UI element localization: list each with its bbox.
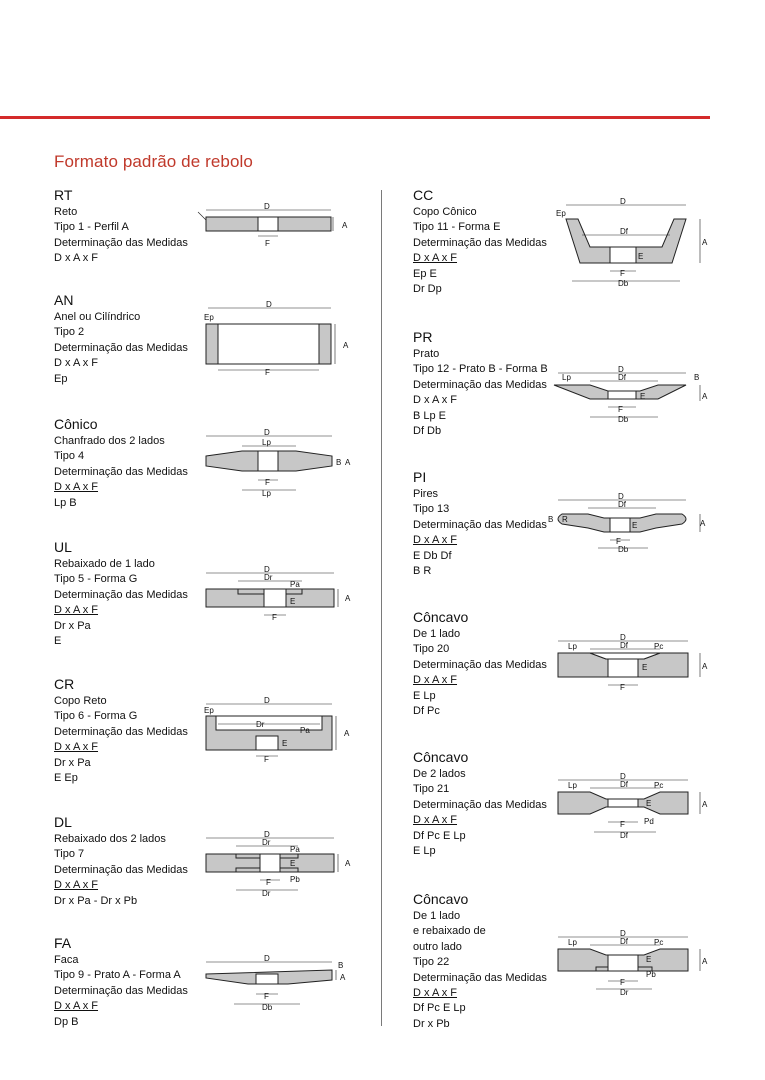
dim-label-a: A (345, 859, 351, 868)
wheel-code: AN (54, 292, 74, 308)
spec-line: B Lp E (413, 409, 447, 422)
dim-label-f: F (272, 613, 277, 622)
dim-label-e: E (646, 799, 652, 808)
dim-label-f: F (620, 269, 625, 278)
dim-label-f: F (620, 978, 625, 987)
dim-label-d: D (266, 300, 272, 309)
spec-line: Tipo 7 (54, 848, 85, 861)
spec-line: Determinação das Medidas (413, 798, 547, 811)
spec-line: E Db Df (413, 549, 452, 562)
spec-line: Determinação das Medidas (413, 658, 547, 671)
spec-line: Tipo 22 (413, 956, 450, 969)
wheel-code: RT (54, 187, 73, 203)
spec-line: Determinação das Medidas (413, 518, 547, 531)
spec-line: Determinação das Medidas (413, 236, 547, 249)
spec-line: Tipo 11 - Forma E (413, 221, 501, 234)
dim-label-db: Db (618, 415, 629, 424)
dim-label-pc: Pc (654, 781, 664, 790)
dim-label-f: F (618, 405, 623, 414)
spec-line: Rebaixado dos 2 lados (54, 833, 166, 845)
spec-line: D x A x F (54, 481, 99, 494)
spec-line: Reto (54, 206, 78, 218)
dim-label-dr: Dr (262, 838, 271, 847)
dim-label-a: A (702, 662, 708, 671)
dim-label-d: D (264, 954, 270, 963)
wheel-code: Cônico (54, 416, 98, 432)
dim-label-df: Df (620, 937, 628, 946)
dim-label-ep: Ep (204, 706, 214, 715)
wheel-code: PI (413, 469, 427, 485)
conico-diagram (198, 428, 358, 498)
spec-line: E Lp (413, 845, 436, 858)
spec-line: D x A x F (54, 604, 99, 617)
spec-line: Dr x Pa (54, 756, 91, 769)
wheel-code: CR (54, 676, 75, 692)
wheel-type-pr (413, 329, 573, 439)
dim-label-e: E (638, 252, 644, 261)
spec-line: Faca (54, 954, 79, 966)
dl-diagram (198, 830, 358, 900)
wheel-type-conico (54, 416, 214, 511)
spec-line: Prato (413, 348, 440, 360)
spec-line: Rebaixado de 1 lado (54, 558, 155, 570)
header-rule (0, 116, 710, 119)
spec-line: De 1 lado (413, 910, 461, 922)
spec-line: Df Pc E Lp (413, 829, 466, 842)
spec-line: Determinação das Medidas (54, 236, 188, 249)
wheel-code: Côncavo (413, 609, 469, 625)
dim-label-e: E (632, 521, 638, 530)
spec-line: E Lp (413, 689, 436, 702)
dim-label-f: F (265, 239, 270, 248)
spec-line: Copo Cônico (413, 206, 477, 218)
dim-label-f: F (620, 683, 625, 692)
dim-label-lp: Lp (568, 938, 577, 947)
wheel-type-cc (413, 187, 573, 297)
dim-label-b: B (548, 515, 554, 524)
wheel-code: PR (413, 329, 433, 345)
spec-line: B R (413, 565, 432, 578)
spec-line: Tipo 21 (413, 783, 450, 796)
spec-line: Tipo 6 - Forma G (54, 710, 138, 723)
dim-label-ep: Ep (556, 209, 566, 218)
dim-label-f: F (266, 878, 271, 887)
spec-line: D x A x F (413, 394, 458, 407)
spec-line: D x A x F (54, 252, 99, 265)
dim-label-d: D (620, 633, 626, 642)
wheel-code: CC (413, 187, 434, 203)
dim-label-d: D (264, 202, 270, 211)
spec-line: Chanfrado dos 2 lados (54, 435, 165, 447)
dim-label-db: Db (262, 1003, 273, 1012)
dim-label-d: D (264, 428, 270, 437)
dim-label-ep: Ep (204, 313, 214, 322)
spec-line: Determinação das Medidas (54, 863, 188, 876)
wheel-type-concavo-3 (413, 891, 573, 1032)
spec-line: Copo Reto (54, 695, 107, 707)
spec-line: De 2 lados (413, 768, 466, 780)
dim-label-e: E (642, 663, 648, 672)
dim-label-d: D (618, 365, 624, 374)
spec-line: D x A x F (413, 252, 458, 265)
dim-label-pd: Pd (644, 817, 654, 826)
spec-line: Anel ou Cilíndrico (54, 311, 141, 323)
dim-label-df: Df (620, 227, 628, 236)
spec-line: D x A x F (54, 1000, 99, 1013)
dim-label-a: A (702, 800, 708, 809)
wheel-type-cr (54, 676, 214, 786)
dim-label-a: A (700, 519, 706, 528)
wheel-type-concavo-2 (413, 749, 573, 859)
dim-label-a: A (702, 957, 708, 966)
dim-label-b: B (336, 458, 342, 467)
dim-label-lp: Lp (568, 642, 577, 651)
dim-label-b: B (338, 961, 344, 970)
spec-line: outro lado (413, 940, 462, 953)
spec-line: D x A x F (413, 534, 458, 547)
spec-line: D x A x F (413, 814, 458, 827)
wheel-type-dl (54, 814, 214, 909)
dim-label-e: E (282, 739, 288, 748)
wheel-type-fa (54, 935, 214, 1030)
cr-diagram (198, 696, 358, 766)
concavo-2-diagram (550, 772, 720, 840)
dim-label-lp: Lp (262, 438, 271, 447)
dim-label-lp: Lp (568, 781, 577, 790)
dim-label-d: D (618, 492, 624, 501)
spec-line: Tipo 5 - Forma G (54, 573, 138, 586)
dim-label-a: A (345, 458, 351, 467)
dim-label-f: F (265, 478, 270, 487)
page-title: Formato padrão de rebolo (54, 152, 253, 171)
spec-line: Lp B (54, 496, 77, 509)
dim-label-f: F (616, 537, 621, 546)
wheel-code: Côncavo (413, 891, 469, 907)
rt-diagram (198, 202, 358, 252)
dim-label-f: F (264, 755, 269, 764)
spec-line: Dp B (54, 1015, 79, 1028)
wheel-code: Côncavo (413, 749, 469, 765)
spec-line: Tipo 4 (54, 450, 85, 463)
spec-line: Tipo 12 - Prato B - Forma B (413, 363, 548, 376)
spec-line: D x A x F (413, 674, 458, 687)
spec-line: Tipo 1 - Perfil A (54, 221, 129, 234)
spec-line: Ep E (413, 267, 437, 280)
spec-line: Determinação das Medidas (54, 725, 188, 738)
dim-label-f: F (620, 820, 625, 829)
concavo-3-diagram (550, 929, 720, 999)
wheel-type-ul (54, 539, 214, 649)
dim-label-d: D (620, 772, 626, 781)
spec-line: E Ep (54, 772, 78, 785)
dim-label-dr: Dr (256, 720, 265, 729)
dim-label-d: D (264, 696, 270, 705)
dim-label-b: B (694, 373, 700, 382)
wheel-code: DL (54, 814, 72, 830)
dim-label-df: Df (618, 373, 626, 382)
dim-label-e: E (646, 955, 652, 964)
dim-label-a: A (340, 973, 346, 982)
dim-label-d: D (620, 929, 626, 938)
dim-label-a: A (345, 594, 351, 603)
dim-label-a: A (702, 392, 708, 401)
wheel-code: FA (54, 935, 72, 951)
dim-label-pa: Pa (290, 845, 300, 854)
an-diagram (198, 300, 358, 380)
dim-label-db: Db (618, 545, 629, 554)
pr-diagram (550, 365, 720, 425)
spec-line: Pires (413, 488, 439, 500)
spec-line: D x A x F (413, 987, 458, 1000)
dim-label-a: A (343, 341, 349, 350)
dim-label-dr: Dr (620, 988, 629, 997)
wheel-type-concavo-1 (413, 609, 573, 719)
concavo-1-diagram (550, 633, 720, 693)
dim-label-df: Df (618, 500, 626, 509)
dim-label-a: A (702, 238, 708, 247)
spec-line: D x A x F (54, 879, 99, 892)
dim-label-e: E (290, 859, 296, 868)
spec-line: Tipo 20 (413, 643, 450, 656)
dim-label-df: Df (620, 831, 628, 840)
dim-label-lp: Lp (262, 489, 271, 498)
dim-label-dr: Dr (264, 573, 273, 582)
dim-label-a: A (344, 729, 350, 738)
spec-line: Df Db (413, 425, 442, 438)
ul-diagram (198, 565, 358, 625)
dim-label-pc: Pc (654, 642, 664, 651)
spec-line: Determinação das Medidas (54, 341, 188, 354)
spec-line: Ep (54, 372, 68, 385)
spec-line: D x A x F (54, 357, 99, 370)
dim-label-db: Db (618, 279, 629, 288)
spec-line: Dr Dp (413, 283, 442, 296)
dim-label-e: E (640, 392, 646, 401)
cc-diagram (552, 197, 722, 287)
spec-line: Dr x Pa - Dr x Pb (54, 894, 138, 907)
spec-line: D x A x F (54, 741, 99, 754)
spec-line: E (54, 635, 62, 648)
spec-line: Determinação das Medidas (413, 378, 547, 391)
dim-label-pb: Pb (646, 970, 656, 979)
pi-diagram (548, 492, 718, 562)
fa-diagram (198, 954, 358, 1016)
spec-line: Df Pc E Lp (413, 1002, 466, 1015)
dim-label-pc: Pc (654, 938, 664, 947)
wheel-type-rt (54, 187, 214, 267)
spec-line: Determinação das Medidas (54, 465, 188, 478)
spec-line: Determinação das Medidas (54, 984, 188, 997)
spec-line: Dr x Pb (413, 1017, 450, 1030)
spec-line: De 1 lado (413, 628, 461, 640)
spec-line: Tipo 13 (413, 503, 450, 516)
dim-label-e: E (290, 597, 296, 606)
spec-line: Df Pc (413, 705, 440, 718)
dim-label-d: D (620, 197, 626, 206)
dim-label-f: F (265, 368, 270, 377)
spec-line: Tipo 2 (54, 326, 85, 339)
dim-label-df: Df (620, 641, 628, 650)
spec-line: Determinação das Medidas (413, 971, 547, 984)
dim-label-dr: Dr (262, 889, 271, 898)
wheel-code: UL (54, 539, 72, 555)
dim-label-a: A (342, 221, 348, 230)
column-divider (381, 190, 382, 1026)
dim-label-d: D (264, 830, 270, 839)
dim-label-pb: Pb (290, 875, 300, 884)
dim-label-r: R (562, 515, 568, 524)
dim-label-pa: Pa (290, 580, 300, 589)
spec-line: Dr x Pa (54, 619, 91, 632)
dim-label-d: D (264, 565, 270, 574)
spec-line: e rebaixado de (413, 925, 486, 938)
spec-line: Determinação das Medidas (54, 588, 188, 601)
spec-line: Tipo 9 - Prato A - Forma A (54, 969, 181, 982)
dim-label-df: Df (620, 780, 628, 789)
dim-label-lp: Lp (562, 373, 571, 382)
dim-label-f: F (264, 992, 269, 1001)
dim-label-pa: Pa (300, 726, 310, 735)
wheel-type-an (54, 292, 214, 387)
